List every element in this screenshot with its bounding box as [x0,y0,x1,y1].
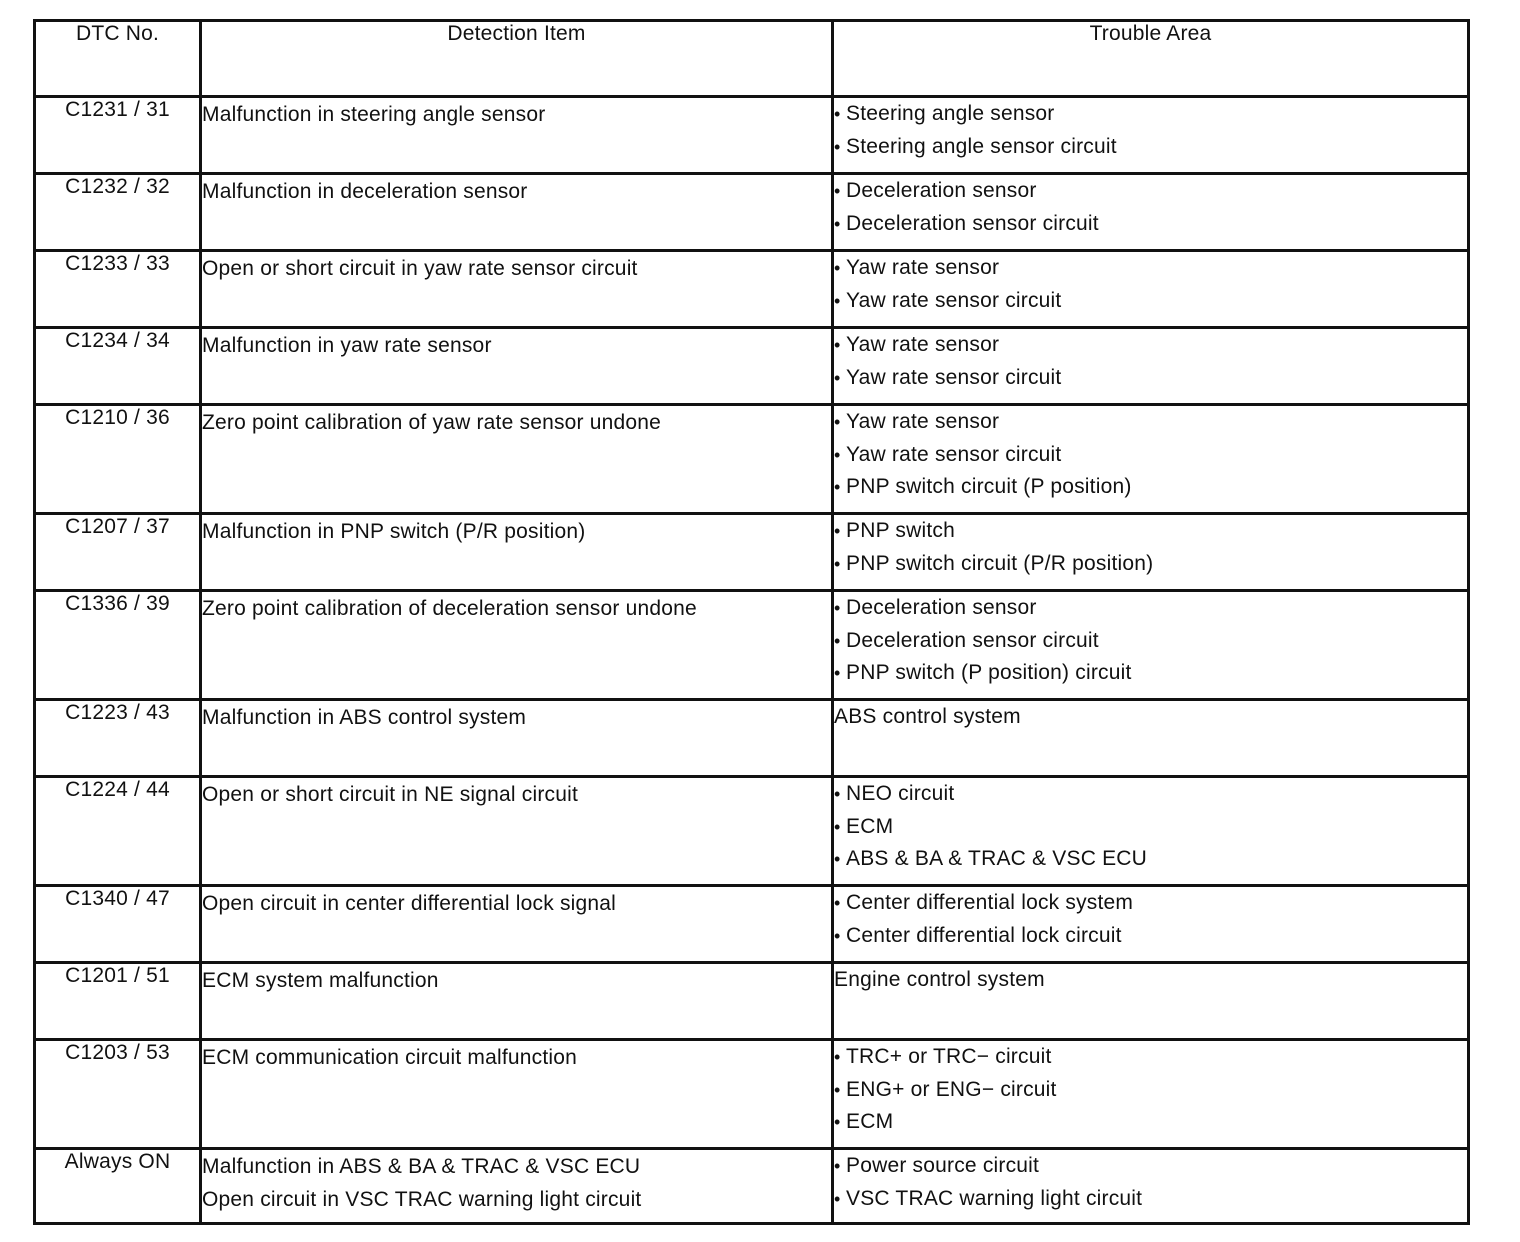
detection-item-line: Open or short circuit in yaw rate sensor circuit [202,257,638,280]
cell-dtc-no: C1232 / 32 [35,174,201,251]
trouble-area-line [834,406,1467,439]
trouble-area-text: PNP switch (P position) circuit [846,661,1132,684]
cell-detection-item [201,777,833,886]
table-row [35,514,1469,591]
cell-dtc-no: C1203 / 53 [35,1040,201,1149]
cell-dtc-no: C1201 / 51 [35,963,201,1040]
bullet-icon: • [834,663,841,683]
bullet-icon: • [834,104,841,124]
trouble-area-text: Yaw rate sensor [846,333,1000,356]
detection-item-line: Open or short circuit in NE signal circuit [202,783,579,806]
bullet-icon: • [834,849,841,869]
detection-item-line: Malfunction in ABS & BA & TRAC & VSC ECU [202,1155,641,1178]
table-row [35,251,1469,328]
trouble-area-text: Center differential lock system [846,891,1134,914]
trouble-area-line [834,657,1467,690]
cell-detection-item [201,251,833,328]
bullet-icon: • [834,553,841,574]
trouble-area-text: Deceleration sensor circuit [846,628,1099,652]
trouble-area-text: ECM [846,814,894,838]
cell-dtc-no: C1340 / 47 [35,886,201,963]
cell-trouble-area [833,591,1469,700]
cell-detection-item [201,405,833,514]
cell-dtc-no: C1224 / 44 [35,777,201,886]
table-row [35,963,1469,1040]
bullet-icon: • [834,290,841,311]
bullet-icon: • [834,521,841,541]
detection-item-line: Zero point calibration of yaw rate sensor undone [202,411,662,434]
cell-trouble-area [833,963,1469,1040]
trouble-area-line [834,329,1467,362]
table-row [35,174,1469,251]
detection-item-line: Malfunction in PNP switch (P/R position) [202,520,586,543]
trouble-area-line [834,131,1467,164]
trouble-area-text: Engine control system [834,968,1045,991]
trouble-area-line [834,471,1467,504]
bullet-icon: • [834,412,841,432]
trouble-area-line [834,362,1467,395]
table-row [35,405,1469,514]
cell-dtc-no: C1207 / 37 [35,514,201,591]
cell-detection-item [201,591,833,700]
cell-detection-item [201,963,833,1040]
trouble-area-line [834,439,1467,472]
bullet-icon: • [834,598,841,618]
bullet-icon: • [834,444,841,465]
trouble-area-text: TRC+ or TRC− circuit [846,1045,1052,1068]
trouble-area-text: Deceleration sensor [846,596,1037,619]
trouble-area-line [834,1183,1467,1216]
bullet-icon: • [834,213,841,234]
bullet-icon: • [834,1156,841,1176]
trouble-area-text: PNP switch [846,519,955,542]
trouble-area-line [834,548,1467,581]
trouble-area-text: Yaw rate sensor [846,256,1000,279]
table-row [35,1040,1469,1149]
cell-detection-item [201,328,833,405]
detection-item-line: Open circuit in VSC TRAC warning light circuit [202,1188,642,1211]
detection-item-line: Malfunction in ABS control system [202,706,527,729]
bullet-icon: • [834,136,841,157]
trouble-area-line [834,964,1467,997]
trouble-area-line [834,701,1467,734]
trouble-area-text: VSC TRAC warning light circuit [846,1186,1143,1210]
cell-trouble-area [833,886,1469,963]
trouble-area-text: ECM [846,1110,894,1133]
trouble-area-text: PNP switch circuit (P/R position) [846,551,1154,575]
cell-trouble-area [833,251,1469,328]
cell-dtc-no: C1336 / 39 [35,591,201,700]
table-row [35,886,1469,963]
cell-trouble-area [833,514,1469,591]
header-dtc-no: DTC No. [35,21,201,97]
table-header [35,21,1469,97]
bullet-icon: • [834,367,841,388]
cell-trouble-area [833,97,1469,174]
trouble-area-line [834,175,1467,208]
bullet-icon: • [834,893,841,913]
trouble-area-text: ENG+ or ENG− circuit [846,1077,1057,1101]
trouble-area-line [834,887,1467,920]
table-row [35,700,1469,777]
header-row [35,21,1469,97]
bullet-icon: • [834,816,841,837]
trouble-area-line [834,811,1467,844]
trouble-area-line [834,98,1467,131]
bullet-icon: • [834,477,841,497]
bullet-icon: • [834,181,841,201]
bullet-icon: • [834,784,841,804]
bullet-icon: • [834,1079,841,1100]
cell-dtc-no: C1234 / 34 [35,328,201,405]
detection-item-line: Open circuit in center differential lock signal [202,892,617,915]
cell-detection-item [201,886,833,963]
trouble-area-text: ABS control system [834,705,1021,728]
trouble-area-text: Deceleration sensor [846,179,1037,202]
trouble-area-line [834,592,1467,625]
cell-trouble-area [833,700,1469,777]
detection-item-line: Malfunction in deceleration sensor [202,180,528,203]
trouble-area-line [834,920,1467,953]
cell-trouble-area [833,777,1469,886]
trouble-area-line [834,1150,1467,1183]
cell-trouble-area [833,1040,1469,1149]
detection-item-line: Malfunction in steering angle sensor [202,103,546,126]
header-trouble-area: Trouble Area [833,21,1469,97]
trouble-area-line [834,1041,1467,1074]
cell-detection-item [201,700,833,777]
trouble-area-text: Yaw rate sensor circuit [846,288,1062,312]
cell-trouble-area [833,1149,1469,1224]
trouble-area-line [834,285,1467,318]
trouble-area-text: NEO circuit [846,782,955,805]
detection-item-line: Malfunction in yaw rate sensor [202,334,492,357]
bullet-icon: • [834,1047,841,1067]
header-detection-item: Detection Item [201,21,833,97]
cell-trouble-area [833,174,1469,251]
trouble-area-line [834,252,1467,285]
cell-trouble-area [833,328,1469,405]
trouble-area-text: Yaw rate sensor [846,410,1000,433]
detection-item-line: Zero point calibration of deceleration sensor undone [202,597,697,620]
cell-dtc-no: C1231 / 31 [35,97,201,174]
cell-detection-item [201,514,833,591]
detection-item-line: ECM system malfunction [202,969,439,992]
bullet-icon: • [834,258,841,278]
cell-dtc-no: Always ON [35,1149,201,1224]
trouble-area-text: Center differential lock circuit [846,923,1122,947]
dtc-table [33,19,1470,1225]
trouble-area-text: Deceleration sensor circuit [846,211,1099,235]
cell-detection-item [201,1149,833,1224]
trouble-area-line [834,1106,1467,1139]
table-row [35,777,1469,886]
table-row [35,97,1469,174]
trouble-area-text: Power source circuit [846,1154,1040,1177]
trouble-area-line [834,208,1467,241]
trouble-area-line [834,515,1467,548]
bullet-icon: • [834,1112,841,1132]
trouble-area-text: Steering angle sensor [846,102,1055,125]
bullet-icon: • [834,1188,841,1209]
trouble-area-text: Yaw rate sensor circuit [846,442,1062,466]
trouble-area-text: Steering angle sensor circuit [846,134,1117,158]
trouble-area-line [834,1074,1467,1107]
bullet-icon: • [834,335,841,355]
cell-trouble-area [833,405,1469,514]
table-body [35,97,1469,1224]
trouble-area-text: PNP switch circuit (P position) [846,475,1132,498]
trouble-area-text: Yaw rate sensor circuit [846,365,1062,389]
detection-item-line: ECM communication circuit malfunction [202,1046,578,1069]
trouble-area-text: ABS & BA & TRAC & VSC ECU [846,847,1148,870]
bullet-icon: • [834,925,841,946]
cell-dtc-no: C1233 / 33 [35,251,201,328]
cell-detection-item [201,97,833,174]
cell-dtc-no: C1223 / 43 [35,700,201,777]
cell-detection-item [201,174,833,251]
trouble-area-line [834,778,1467,811]
table-row [35,328,1469,405]
cell-dtc-no: C1210 / 36 [35,405,201,514]
cell-detection-item [201,1040,833,1149]
bullet-icon: • [834,630,841,651]
table-row [35,1149,1469,1224]
trouble-area-line [834,843,1467,876]
table-row [35,591,1469,700]
trouble-area-line [834,625,1467,658]
